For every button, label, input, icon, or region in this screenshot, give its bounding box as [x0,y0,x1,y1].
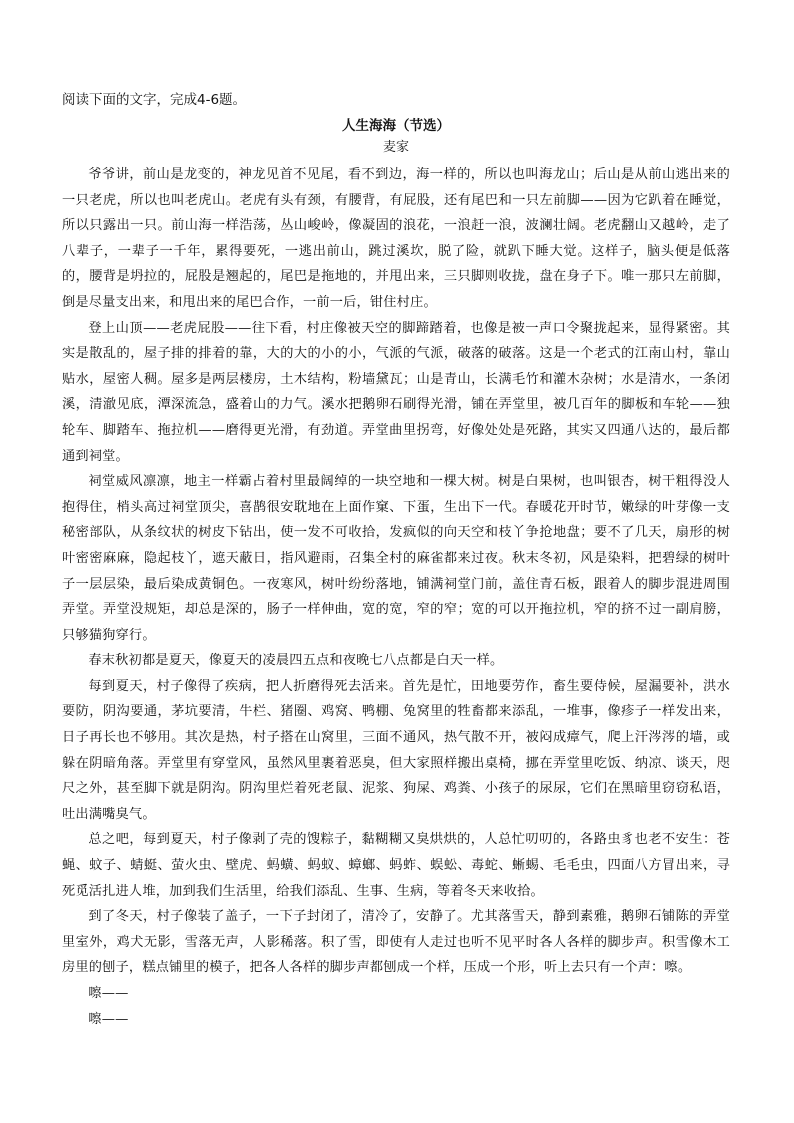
article-body [62,162,730,1032]
article-title: 人生海海（节选） [342,118,450,134]
question-instruction: 阅读下面的文字，完成4-6题。 [62,92,247,108]
paragraph: 春末秋初都是夏天，像夏天的凌晨四五点和夜晚七八点都是白天一样。 [88,653,504,669]
paragraph: 到了冬天，村子像装了盖子，一下子封闭了，清冷了，安静了。尤其落雪天，静到素雅，鹅卵石铺陈的弄堂里室外，鸡犬无影，雪落无声，人影稀落。积了雪，即使有人走过也听不见平时各人各样的脚步声。积雪像木工房里的刨子，糕点铺里的模子，把各人各样的脚步声都刨成一个样，压成一个形，听上去只有一个声：嚓。 [62,909,730,976]
document-page [62,90,730,1032]
paragraph: 嚓—— [88,986,129,1001]
paragraph: 爷爷讲，前山是龙变的，神龙见首不见尾，看不到边，海一样的，所以也叫海龙山；后山是从前山逃出来的一只老虎，所以也叫老虎山。老虎有头有颈，有腰背，有屁股，还有尾巴和一只左前脚——因为它趴着在睡觉，所以只露出一只。前山海一样浩荡，丛山峻岭，像凝固的浪花，一浪赶一浪，波澜壮阔。老虎翻山又越岭，走了八辈子，一辈子一千年，累得要死，一逃出前山，跳过溪坎，脱了险，就趴下睡大觉。这样子，脑头便是低落的，腰背是坍拉的，屁股是翘起的，尾巴是拖地的，并甩出来，三只脚则收拢，盘在身子下。唯一那只左前脚，倒是尽量支出来，和甩出来的尾巴合作，一前一后，钳住村庄。 [62,167,730,310]
paragraph: 总之吧，每到夏天，村子像剥了壳的馊粽子，黏糊糊又臭烘烘的，人总忙叨叨的，各路虫豸也老不安生：苍蝇、蚊子、蜻蜓、萤火虫、壁虎、蚂蟥、蚂蚁、蟑螂、蚂蚱、蜈蚣、毒蛇、蜥蜴、毛毛虫，四面八方冒出来，寻死觅活扎进人堆，加到我们生活里，给我们添乱、生事、生病，等着冬天来收拾。 [62,832,730,899]
paragraph: 嚓—— [88,1011,129,1027]
paragraph: 每到夏天，村子像得了疾病，把人折磨得死去活来。首先是忙，田地要劳作，畜生要侍候，屋漏要补，洪水要防，阴沟要通，茅坑要清，牛栏、猪圈、鸡窝、鸭棚、兔窝里的牲畜都来添乱，一堆事，像疹子一样发出来，日子再长也不够用。其次是热，村子搭在山窝里，三面不通风，热气散不开，被闷成瘴气，爬上汗涔涔的墙，或躲在阴暗角落。弄堂里有穿堂风，虽然风里裹着恶臭，但大家照样搬出桌椅，挪在弄堂里吃饭、纳凉、谈天，咫尺之外，甚至脚下就是阴沟。阴沟里烂着死老鼠、泥浆、狗屎、鸡粪、小孩子的尿尿，它们在黑暗里窃窃私语，吐出满嘴臭气。 [62,678,730,822]
article-author: 麦家 [382,140,409,155]
paragraph: 登上山顶——老虎屁股——往下看，村庄像被天空的脚蹄踏着，也像是被一声口令聚拢起来，显得紧密。其实是散乱的，屋子排的排着的靠，大的大的小的小，气派的气派，破落的破落。这是一个老式的江南山村，靠山贴水，屋密人稠。屋多是两层楼房，土木结构，粉墙黛瓦；山是青山，长满毛竹和灌木杂树；水是清水，一条闭溪，清澈见底，潭深流急，盛着山的力气。溪水把鹅卵石刷得光滑，铺在弄堂里，被几百年的脚板和车轮——独轮车、脚踏车、拖拉机——磨得更光滑，有劲道。弄堂曲里拐弯，好像处处是死路，其实又四通八达的，最后都通到祠堂。 [62,320,730,464]
paragraph: 祠堂威风凛凛，地主一样霸占着村里最阔绰的一块空地和一棵大树。树是白果树，也叫银杏，树干粗得没人抱得住，梢头高过祠堂顶尖，喜鹊很安耽地在上面作窠、下蛋，生出下一代。春暖花开时节，嫩绿的叶芽像一支秘密部队，从条纹状的树皮下钻出，使一发不可收拾，发疯似的向天空和枝丫争抢地盘；要不了几天，扇形的树叶密密麻麻，隐起枝丫，遮天蔽日，指风避雨，召集全村的麻雀都来过夜。秋末冬初，风是染料，把碧绿的树叶子一层层染，最后染成黄铜色。一夜寒风，树叶纷纷落地，铺满祠堂门前，盖住青石板，跟着人的脚步混进周围弄堂。弄堂没规矩，却总是深的，肠子一样伸曲，宽的宽，窄的窄；宽的可以开拖拉机，窄的挤不过一副肩膀，只够猫狗穿行。 [62,474,730,643]
